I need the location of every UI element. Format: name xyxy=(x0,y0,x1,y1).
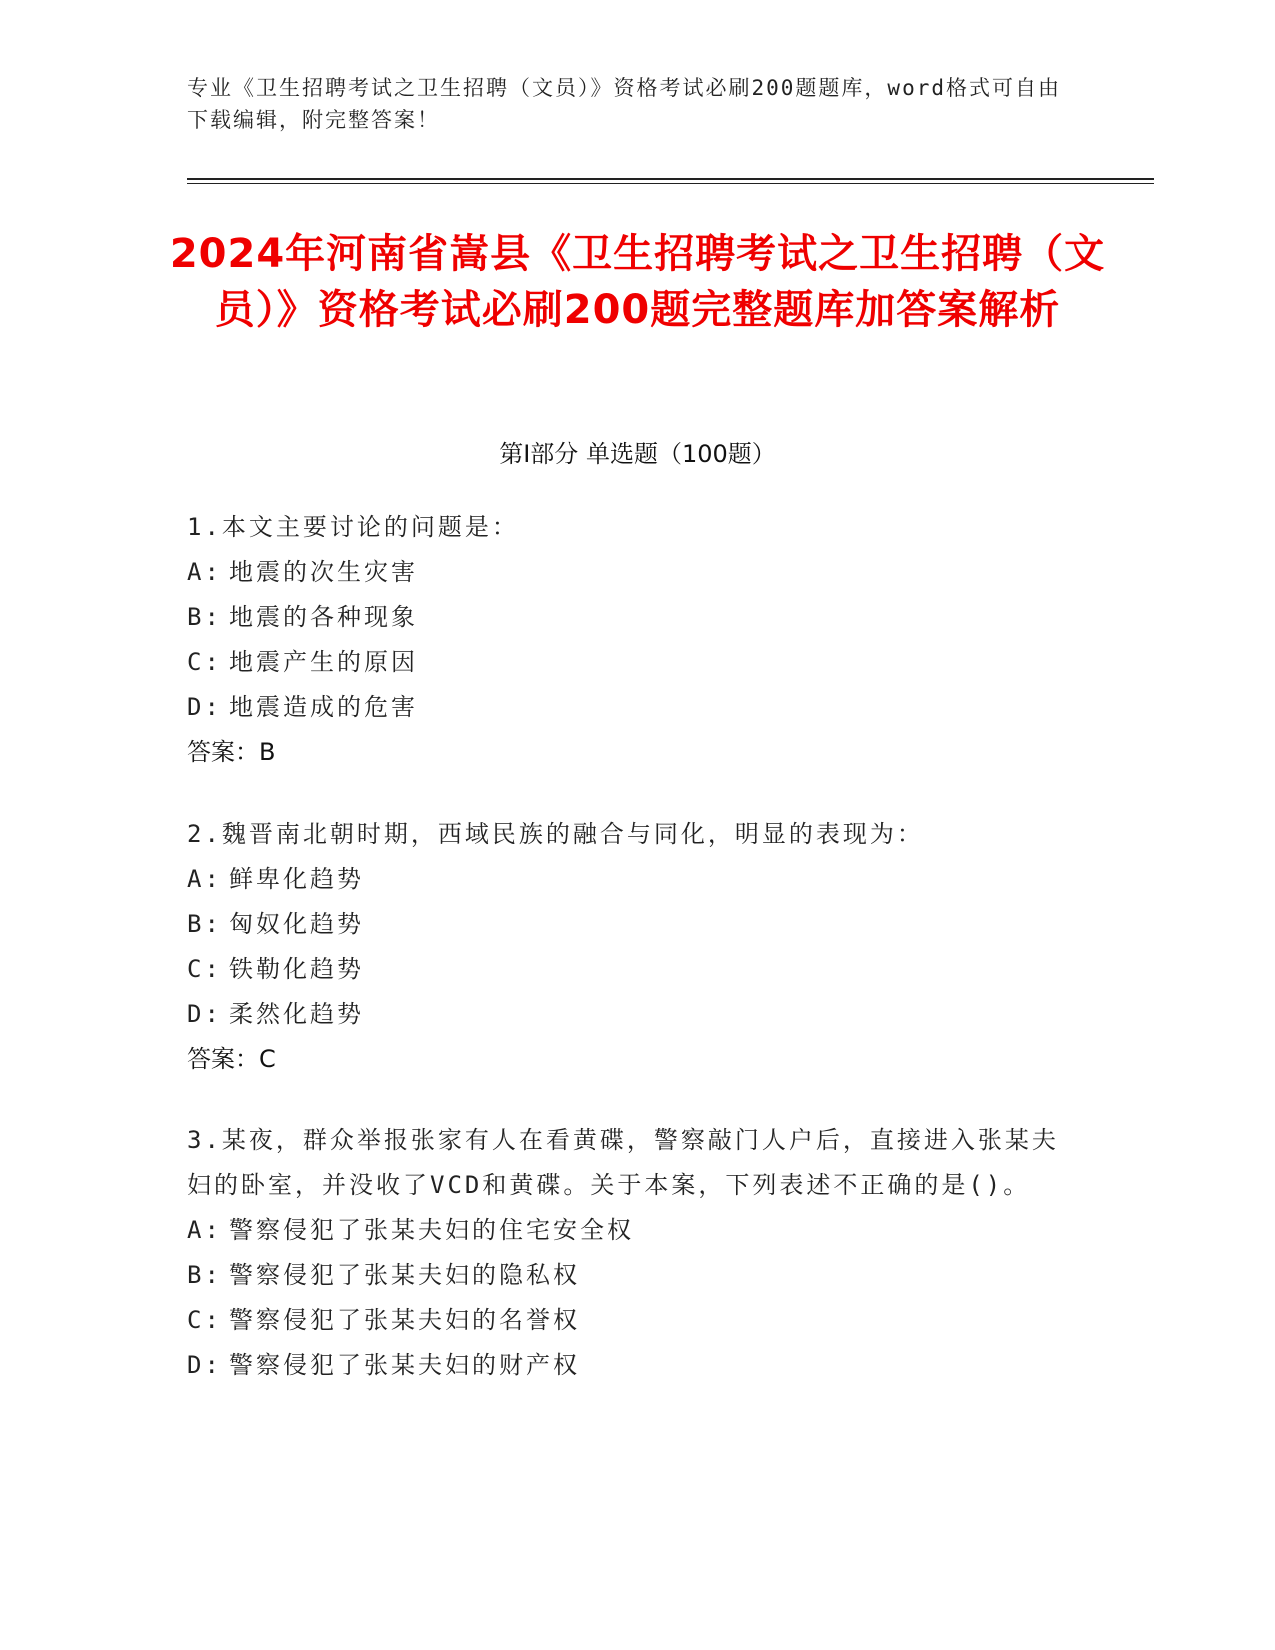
answer: 答案：B xyxy=(187,738,276,766)
section-heading: 第Ⅰ部分 单选题（100题） xyxy=(499,440,776,468)
option-b: B: 地震的各种现象 xyxy=(187,603,418,631)
question-2 xyxy=(187,812,1067,1082)
option-a: A: 警察侵犯了张某夫妇的住宅安全权 xyxy=(187,1216,634,1244)
document-title: 2024年河南省嵩县《卫生招聘考试之卫生招聘（文员）》资格考试必刷200题完整题库加答案解析 xyxy=(169,231,1106,333)
question-3 xyxy=(187,1118,1067,1388)
question-stem: 2.魏晋南北朝时期，西域民族的融合与同化，明显的表现为： xyxy=(187,820,924,848)
answer: 答案：C xyxy=(187,1045,276,1073)
question-1 xyxy=(187,505,1067,775)
option-d: D: 警察侵犯了张某夫妇的财产权 xyxy=(187,1351,580,1379)
header-note: 专业《卫生招聘考试之卫生招聘（文员）》资格考试必刷200题题库，word格式可自由下载编辑，附完整答案！ xyxy=(187,76,1061,132)
option-a: A: 地震的次生灾害 xyxy=(187,558,418,586)
header-rule-thin xyxy=(187,183,1154,184)
option-d: D: 地震造成的危害 xyxy=(187,693,418,721)
option-c: C: 警察侵犯了张某夫妇的名誉权 xyxy=(187,1306,580,1334)
option-b: B: 警察侵犯了张某夫妇的隐私权 xyxy=(187,1261,580,1289)
option-a: A: 鲜卑化趋势 xyxy=(187,865,364,893)
option-c: C: 地震产生的原因 xyxy=(187,648,418,676)
question-stem: 1.本文主要讨论的问题是： xyxy=(187,513,519,541)
question-stem: 3.某夜，群众举报张家有人在看黄碟，警察敲门人户后，直接进入张某夫妇的卧室，并没收了VCD和黄碟。关于本案，下列表述不正确的是()。 xyxy=(187,1126,1059,1199)
option-d: D: 柔然化趋势 xyxy=(187,1000,364,1028)
option-c: C: 铁勒化趋势 xyxy=(187,955,364,983)
header-rule-thick xyxy=(187,178,1154,180)
option-b: B: 匈奴化趋势 xyxy=(187,910,364,938)
